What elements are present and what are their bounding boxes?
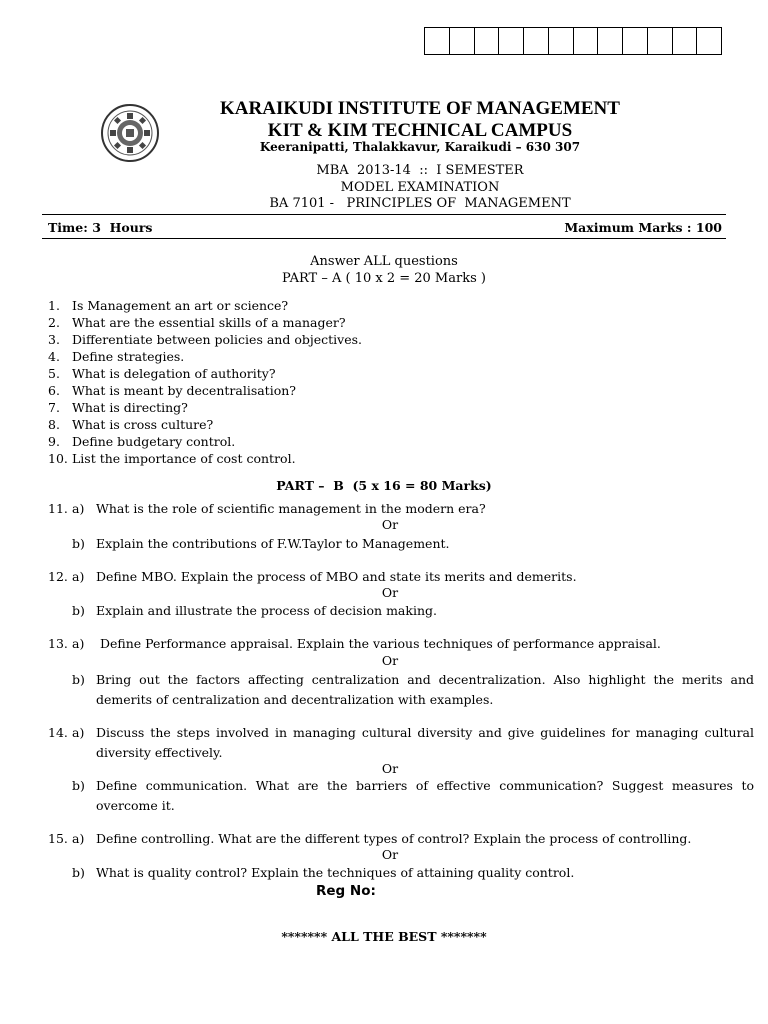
question-text: Define budgetary control. (72, 434, 236, 449)
or-separator: Or (381, 847, 399, 862)
question-11-a: What is the role of scientific management in the modern era? (96, 501, 486, 516)
part-a-question (48, 315, 346, 330)
part-a-question (48, 434, 235, 449)
question-13 (48, 634, 754, 714)
reg-box (475, 28, 500, 54)
question-11-b: Explain the contributions of F.W.Taylor to Management. (96, 536, 450, 551)
option-a-label: a) (72, 831, 85, 846)
question-number: 2. (48, 315, 60, 330)
question-number: 8. (48, 417, 60, 432)
divider-top (42, 214, 726, 215)
exam-duration: Time: 3 Hours (48, 220, 153, 235)
max-marks: Maximum Marks : 100 (564, 220, 722, 235)
instructions: Answer ALL questions (310, 254, 458, 269)
divider-bottom (42, 238, 726, 239)
institute-name: KARAIKUDI INSTITUTE OF MANAGEMENT (220, 98, 620, 119)
question-number: 14. (48, 725, 68, 740)
question-number: 11. (48, 501, 68, 516)
reg-no-label: Reg No: (316, 883, 376, 899)
part-a-question (48, 417, 213, 432)
question-text: What is cross culture? (72, 417, 214, 432)
question-13-b: Bring out the factors affecting centralization and decentralization. Also highlight the merits and demerits of centralization and decentralization with examples. (96, 672, 754, 707)
reg-box (574, 28, 599, 54)
question-number: 3. (48, 332, 60, 347)
part-b-title: PART – B (5 x 16 = 80 Marks) (276, 478, 492, 493)
question-12-b: Explain and illustrate the process of decision making. (96, 603, 437, 618)
institute-address: Keeranipatti, Thalakkavur, Karaikudi – 630 307 (259, 140, 581, 154)
question-15-b: What is quality control? Explain the techniques of attaining quality control. (96, 865, 575, 880)
option-a-label: a) (72, 636, 85, 651)
question-number: 4. (48, 349, 60, 364)
question-text: What is directing? (72, 400, 188, 415)
part-a-question (48, 451, 296, 466)
register-number-boxes (424, 27, 722, 55)
question-number: 7. (48, 400, 60, 415)
part-a-question (48, 400, 188, 415)
or-separator: Or (381, 761, 399, 776)
option-a-label: a) (72, 501, 85, 516)
closing-message: ******* ALL THE BEST ******* (281, 929, 487, 944)
question-text: What is delegation of authority? (72, 366, 276, 381)
part-a-question (48, 332, 362, 347)
question-number: 5. (48, 366, 60, 381)
option-b-label: b) (72, 603, 85, 618)
part-a-question (48, 349, 184, 364)
question-text: What are the essential skills of a manager? (72, 315, 346, 330)
institute-logo-icon (100, 103, 160, 163)
or-separator: Or (381, 585, 399, 600)
reg-box (623, 28, 648, 54)
question-number: 9. (48, 434, 60, 449)
part-a-question (48, 383, 296, 398)
question-14-b: Define communication. What are the barriers of effective communication? Suggest measures to overcome it. (96, 778, 754, 813)
reg-box (673, 28, 698, 54)
reg-box (648, 28, 673, 54)
or-separator: Or (381, 517, 399, 532)
question-number: 6. (48, 383, 60, 398)
option-a-label: a) (72, 569, 85, 584)
option-b-label: b) (72, 865, 85, 880)
reg-box (499, 28, 524, 54)
part-a-question (48, 366, 276, 381)
exam-title: MODEL EXAMINATION (340, 180, 500, 195)
question-14-a: Discuss the steps involved in managing cultural diversity and give guidelines for managing cultural diversity effectively. (96, 725, 754, 760)
question-number: 13. (48, 636, 68, 651)
option-b-label: b) (72, 778, 85, 793)
reg-box (697, 28, 721, 54)
course-title: BA 7101 - PRINCIPLES OF MANAGEMENT (269, 196, 571, 211)
part-a-question (48, 298, 288, 313)
question-13-a: Define Performance appraisal. Explain the various techniques of performance appraisal. (96, 636, 661, 651)
reg-box (450, 28, 475, 54)
option-b-label: b) (72, 536, 85, 551)
question-12-a: Define MBO. Explain the process of MBO and state its merits and demerits. (96, 569, 577, 584)
part-a-title: PART – A ( 10 x 2 = 20 Marks ) (282, 271, 486, 286)
reg-box (524, 28, 549, 54)
question-text: Define strategies. (72, 349, 185, 364)
reg-box (598, 28, 623, 54)
program-line: MBA 2013-14 :: I SEMESTER (316, 163, 524, 178)
question-number: 1. (48, 298, 60, 313)
question-text: Is Management an art or science? (72, 298, 289, 313)
question-text: What is meant by decentralisation? (72, 383, 296, 398)
question-text: Differentiate between policies and objectives. (72, 332, 362, 347)
question-15-a: Define controlling. What are the different types of control? Explain the process of controlling. (96, 831, 692, 846)
question-number: 10. (48, 451, 68, 466)
option-b-label: b) (72, 672, 85, 687)
option-a-label: a) (72, 725, 85, 740)
or-separator: Or (381, 653, 399, 668)
question-number: 15. (48, 831, 68, 846)
reg-box (549, 28, 574, 54)
question-text: List the importance of cost control. (72, 451, 296, 466)
reg-box (425, 28, 450, 54)
campus-name: KIT & KIM TECHNICAL CAMPUS (267, 120, 573, 141)
question-number: 12. (48, 569, 68, 584)
